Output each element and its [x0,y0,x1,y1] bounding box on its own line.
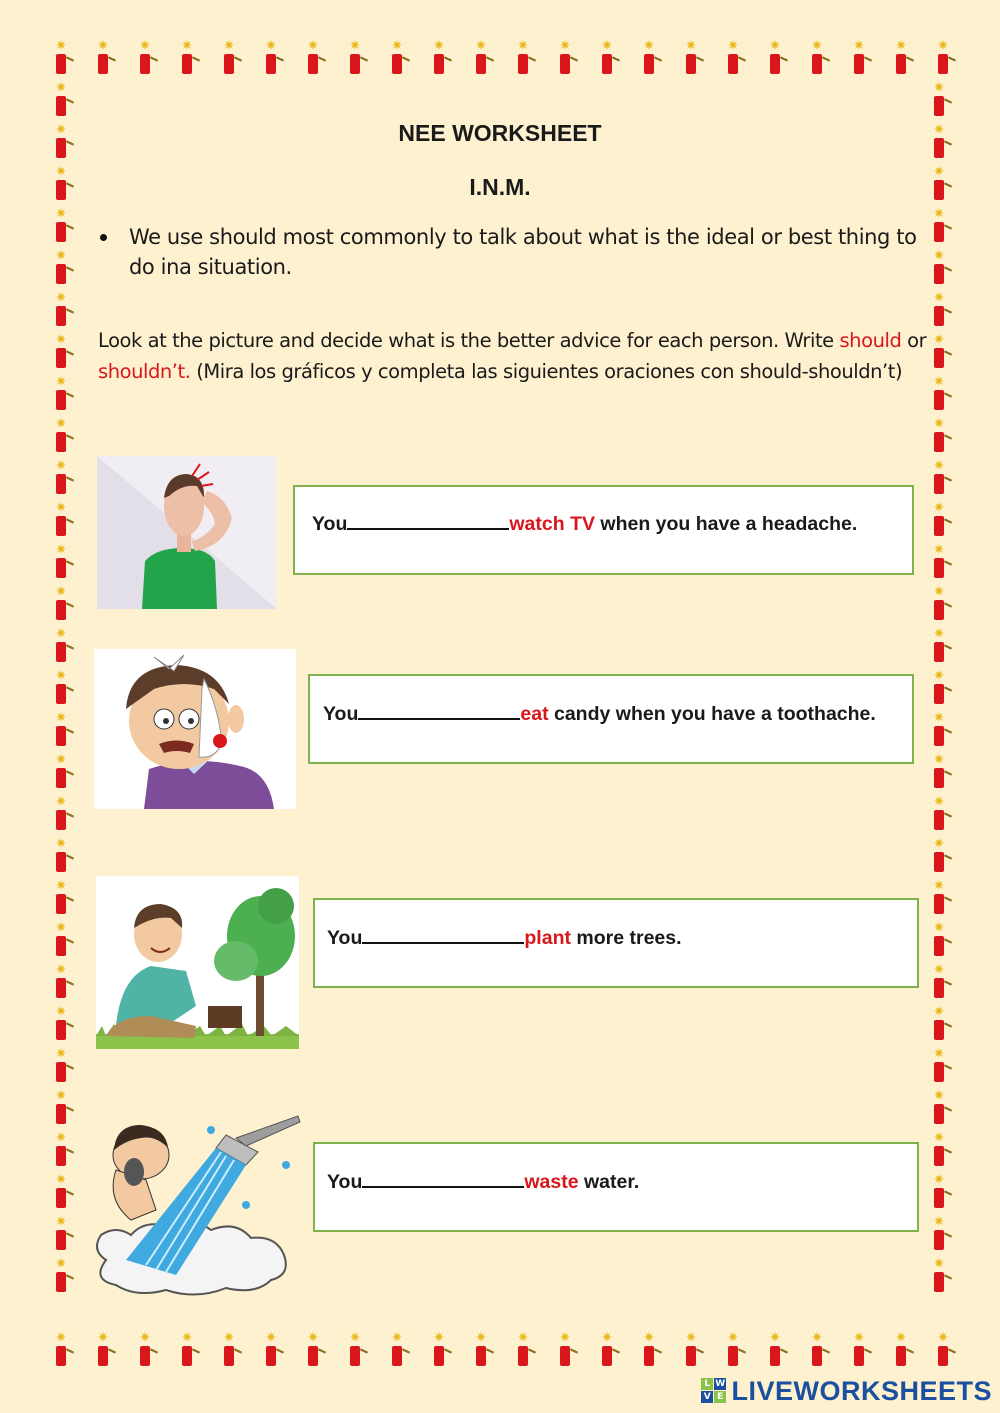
firecracker-icon: ✷ [54,634,68,664]
firecracker-icon: ✷ [558,1338,572,1368]
firecracker-icon: ✷ [54,1264,68,1294]
blank-3-input[interactable] [362,924,524,944]
firecracker-icon: ✷ [936,46,950,76]
firecracker-icon: ✷ [54,550,68,580]
firecracker-icon: ✷ [932,592,946,622]
firecracker-icon: ✷ [726,1338,740,1368]
sentence-3-keyword: plant [524,927,571,949]
firecracker-icon: ✷ [96,46,110,76]
firecracker-icon: ✷ [932,844,946,874]
firecracker-icon: ✷ [932,172,946,202]
sentence-2-keyword: eat [520,703,549,725]
sentence-4-rest: water. [578,1171,640,1193]
firecracker-icon: ✷ [390,46,404,76]
firecracker-icon: ✷ [932,718,946,748]
firecracker-icon: ✷ [54,340,68,370]
firecracker-icon: ✷ [852,46,866,76]
sentence-4-you: You [327,1171,363,1193]
firecracker-icon: ✷ [54,844,68,874]
firecracker-icon: ✷ [642,1338,656,1368]
firecracker-icon: ✷ [54,1012,68,1042]
firecracker-icon: ✷ [138,46,152,76]
firecracker-icon: ✷ [54,1222,68,1252]
firecracker-icon: ✷ [936,1338,950,1368]
firecracker-icon: ✷ [54,1096,68,1126]
firecracker-icon: ✷ [54,802,68,832]
firecracker-icon: ✷ [932,88,946,118]
firecracker-icon: ✷ [932,256,946,286]
sentence-2-rest: candy when you have a toothache. [548,703,876,725]
firecracker-icon: ✷ [54,466,68,496]
firecracker-icon: ✷ [348,46,362,76]
bullet-dot-icon [100,234,107,241]
firecracker-icon: ✷ [932,928,946,958]
sentence-1-keyword: watch TV [509,513,595,535]
worksheet-subtitle: I.N.M. [469,174,531,200]
headache-picture [97,456,277,609]
firecracker-icon: ✷ [54,382,68,412]
liveworksheets-logo-icon [701,1378,727,1404]
firecracker-icon: ✷ [474,46,488,76]
shower-picture [86,1110,302,1302]
firecracker-icon: ✷ [932,424,946,454]
instructions-text-1: Look at the picture and decide what is the better advice for each person. Write [98,329,840,352]
sentence-1-you: You [312,513,348,535]
firecracker-icon: ✷ [264,46,278,76]
firecracker-icon: ✷ [180,46,194,76]
firecracker-icon: ✷ [54,1054,68,1084]
firecracker-icon: ✷ [852,1338,866,1368]
firecracker-icon: ✷ [54,172,68,202]
firecracker-icon: ✷ [932,1054,946,1084]
firecracker-icon: ✷ [222,46,236,76]
firecracker-icon: ✷ [600,46,614,76]
firecracker-icon: ✷ [932,676,946,706]
firecracker-icon: ✷ [642,46,656,76]
firecracker-icon: ✷ [932,340,946,370]
firecracker-icon: ✷ [932,634,946,664]
firecracker-icon: ✷ [390,1338,404,1368]
firecracker-icon: ✷ [932,970,946,1000]
firecracker-icon: ✷ [432,1338,446,1368]
firecracker-icon: ✷ [54,760,68,790]
intro-text: We use should most commonly to talk about what is the ideal or best thing to do ina situation. [129,225,917,279]
firecracker-icon: ✷ [180,1338,194,1368]
logo-letter-v: V [701,1391,713,1403]
blank-4-input[interactable] [362,1168,524,1188]
instructions-or: or [901,329,927,352]
toothache-picture [94,649,296,809]
firecracker-icon: ✷ [932,886,946,916]
firecracker-icon: ✷ [932,466,946,496]
firecracker-icon: ✷ [54,1338,68,1368]
firecracker-icon: ✷ [932,1096,946,1126]
firecracker-icon: ✷ [54,424,68,454]
firecracker-icon: ✷ [54,886,68,916]
intro-bullet [100,222,930,282]
firecracker-icon: ✷ [54,256,68,286]
firecracker-icon: ✷ [54,1138,68,1168]
sentence-3-rest: more trees. [570,927,682,949]
liveworksheets-brand [701,1376,992,1407]
firecracker-icon: ✷ [768,46,782,76]
firecracker-icon: ✷ [54,970,68,1000]
blank-1-input[interactable] [347,510,509,530]
sentence-4 [327,1168,639,1194]
firecracker-icon: ✷ [54,718,68,748]
firecracker-icon: ✷ [516,1338,530,1368]
firecracker-icon: ✷ [348,1338,362,1368]
instructions-text-2: (Mira los gráficos y completa las siguientes oraciones con should-shouldn’t) [190,360,903,383]
firecracker-icon: ✷ [932,802,946,832]
logo-letter-w: W [715,1378,726,1389]
firecracker-icon: ✷ [54,1180,68,1210]
firecracker-icon: ✷ [810,46,824,76]
firecracker-icon: ✷ [54,508,68,538]
firecracker-icon: ✷ [932,214,946,244]
sentence-2 [323,700,876,726]
firecracker-icon: ✷ [810,1338,824,1368]
firecracker-icon: ✷ [222,1338,236,1368]
firecracker-icon: ✷ [726,46,740,76]
firecracker-icon: ✷ [768,1338,782,1368]
firecracker-icon: ✷ [932,130,946,160]
firecracker-icon: ✷ [932,1138,946,1168]
sentence-1-rest: when you have a headache. [595,513,858,535]
firecracker-icon: ✷ [894,1338,908,1368]
firecracker-icon: ✷ [600,1338,614,1368]
firecracker-icon: ✷ [894,46,908,76]
firecracker-icon: ✷ [264,1338,278,1368]
instructions-should: should [839,329,902,352]
logo-letter-e: E [714,1391,726,1403]
firecracker-icon: ✷ [96,1338,110,1368]
firecracker-icon: ✷ [306,46,320,76]
firecracker-icon: ✷ [932,298,946,328]
firecracker-icon: ✷ [516,46,530,76]
logo-letter-l: L [701,1378,713,1390]
firecracker-icon: ✷ [684,46,698,76]
firecracker-icon: ✷ [684,1338,698,1368]
firecracker-icon: ✷ [54,130,68,160]
instructions [98,325,938,387]
sentence-3 [327,924,682,950]
sentence-3-you: You [327,927,363,949]
sentence-4-keyword: waste [524,1171,579,1193]
firecracker-icon: ✷ [932,382,946,412]
firecracker-icon: ✷ [432,46,446,76]
planting-picture [96,876,299,1049]
firecracker-icon: ✷ [54,46,68,76]
sentence-2-you: You [323,703,359,725]
firecracker-icon: ✷ [932,1180,946,1210]
firecracker-icon: ✷ [932,550,946,580]
firecracker-icon: ✷ [932,508,946,538]
brand-text: LIVEWORKSHEETS [731,1376,992,1406]
firecracker-icon: ✷ [54,592,68,622]
firecracker-icon: ✷ [54,88,68,118]
firecracker-icon: ✷ [54,928,68,958]
instructions-shouldnt: shouldn’t. [98,360,191,383]
worksheet-title: NEE WORKSHEET [398,120,602,146]
sentence-1 [312,510,857,536]
firecracker-icon: ✷ [474,1338,488,1368]
firecracker-icon: ✷ [54,214,68,244]
blank-2-input[interactable] [358,700,520,720]
firecracker-icon: ✷ [932,760,946,790]
firecracker-icon: ✷ [932,1012,946,1042]
firecracker-icon: ✷ [138,1338,152,1368]
firecracker-icon: ✷ [932,1222,946,1252]
firecracker-icon: ✷ [932,1264,946,1294]
firecracker-icon: ✷ [54,676,68,706]
firecracker-icon: ✷ [558,46,572,76]
firecracker-icon: ✷ [54,298,68,328]
firecracker-icon: ✷ [306,1338,320,1368]
